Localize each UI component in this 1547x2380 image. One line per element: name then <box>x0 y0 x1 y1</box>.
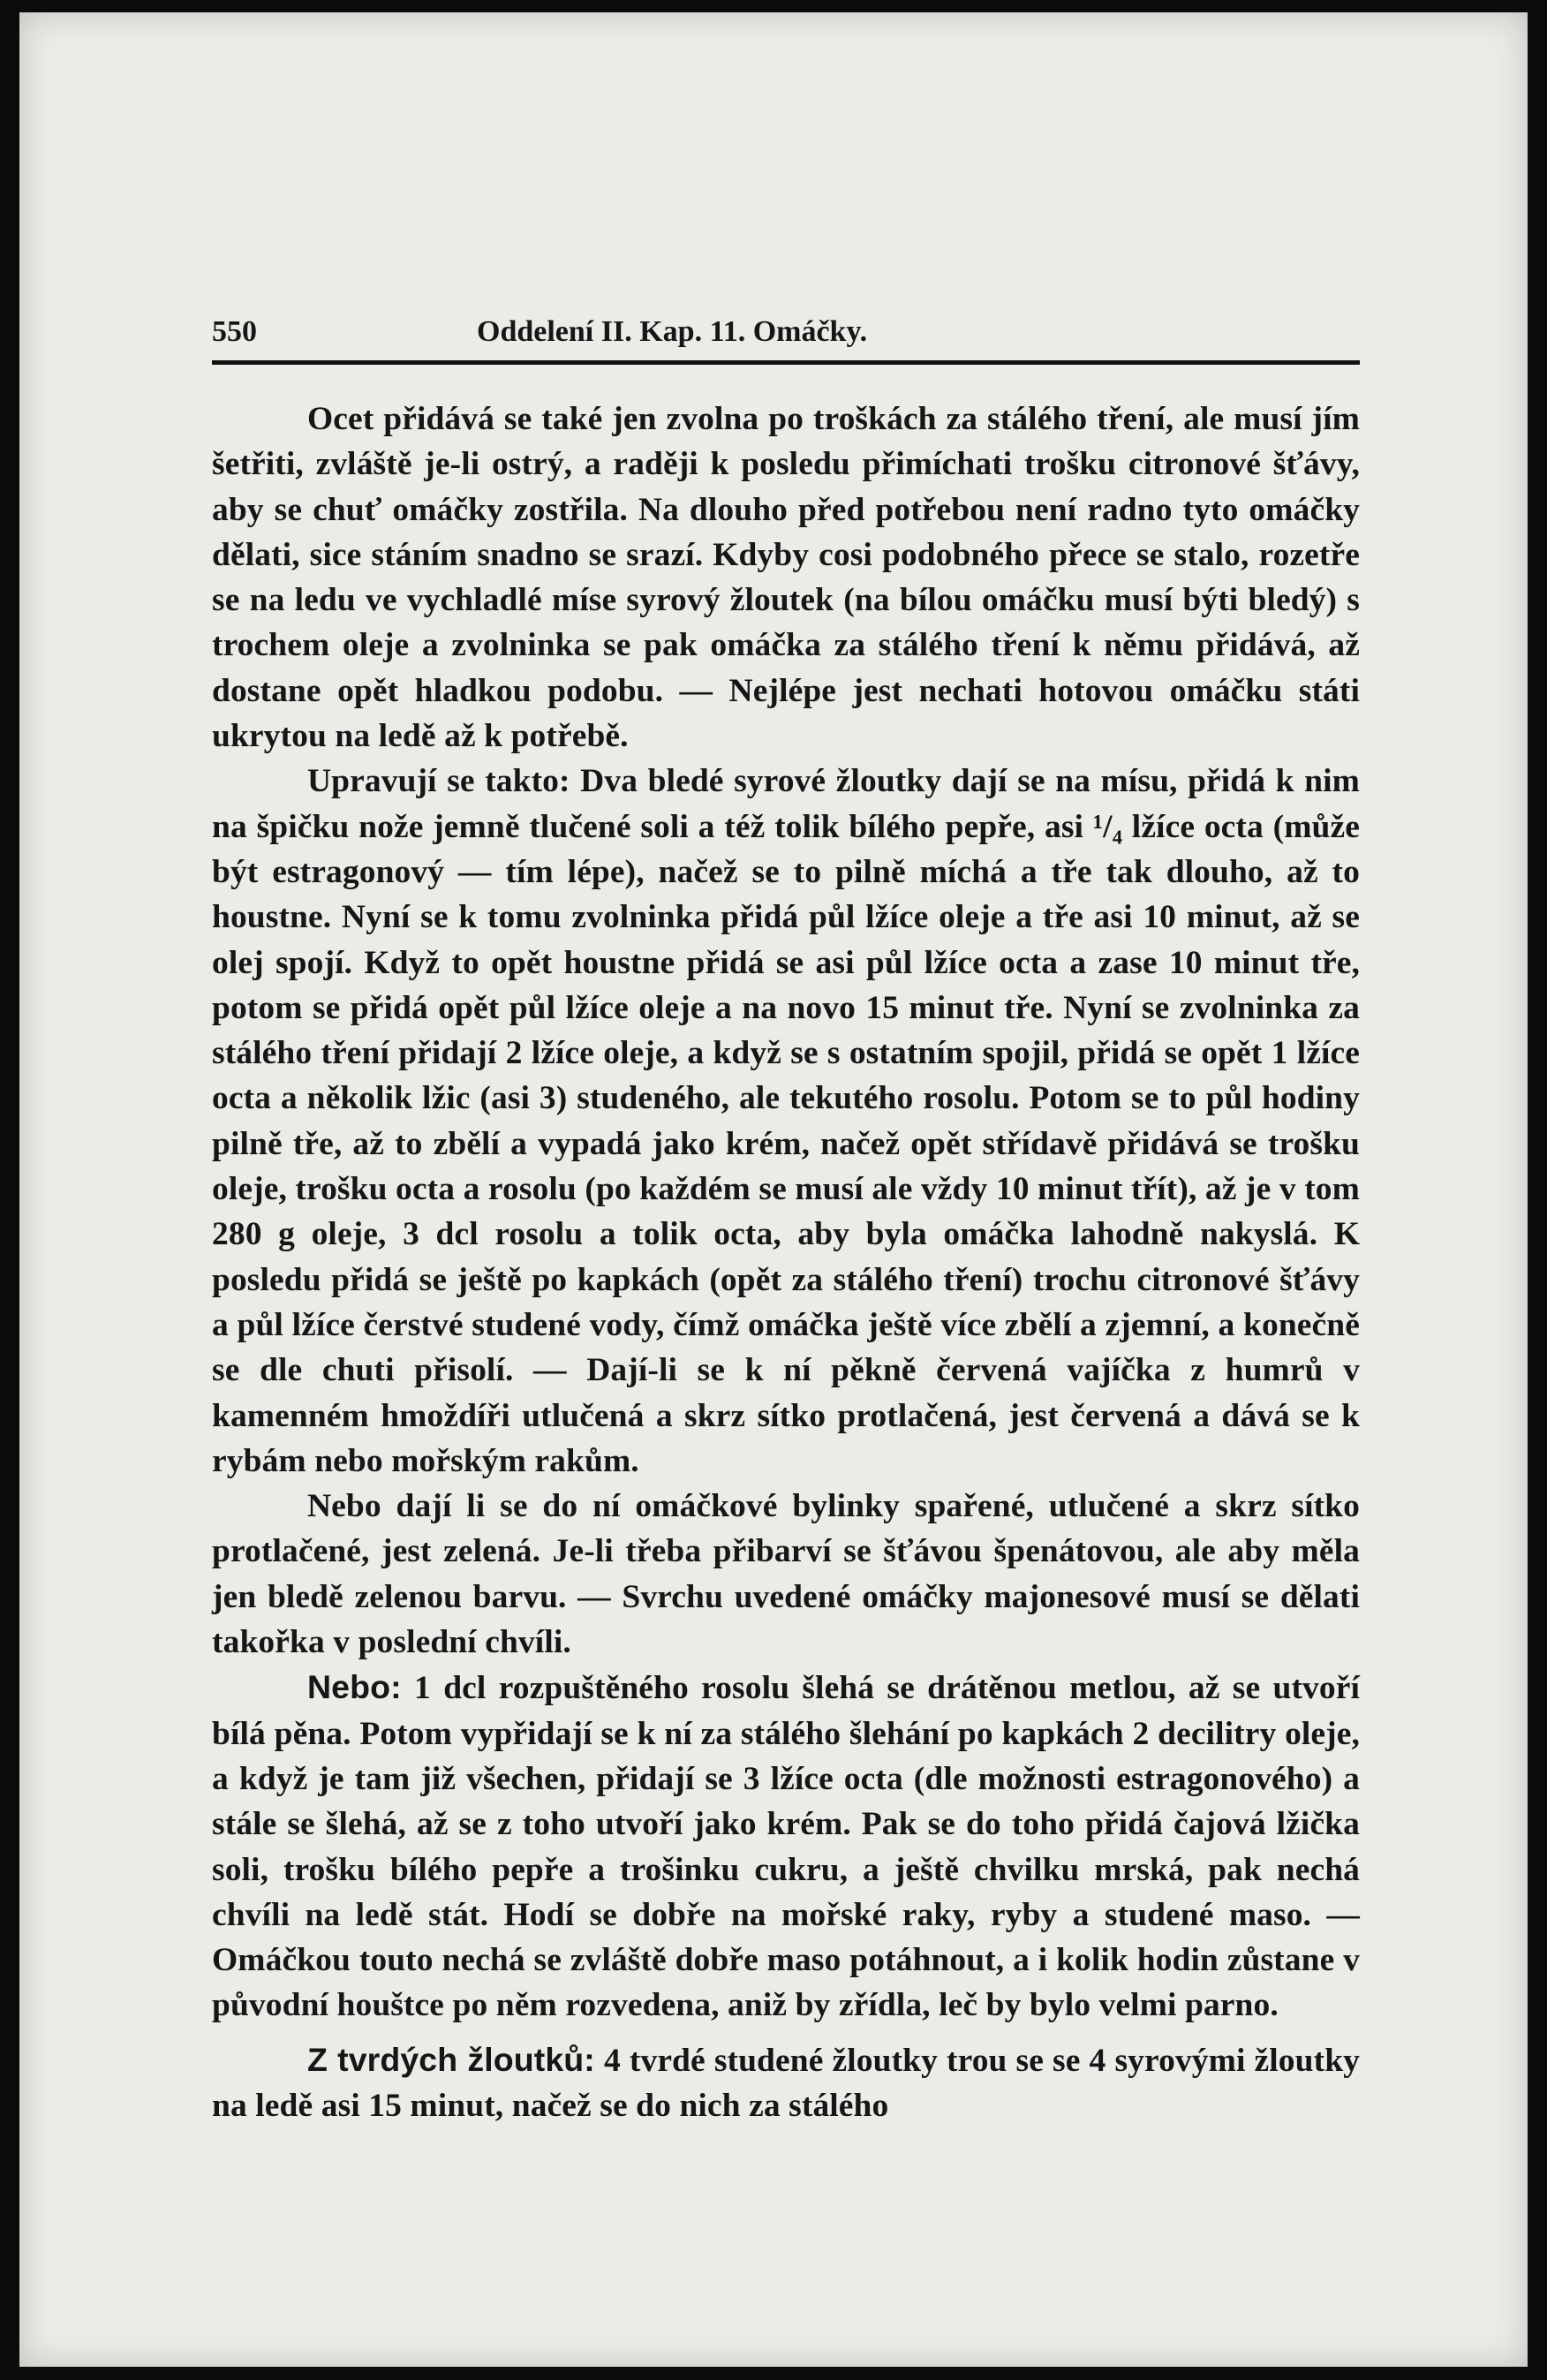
paragraph-text: 1 dcl rozpuštěného rosolu šlehá se drátěnou metlou, až se utvoří bílá pěna. Potom vypřidají se k ní za stálého šlehání po kapkách 2 decilitry oleje, a když je tam již všechen, přidají se 3 lžíce octa (dle možnosti estragonového) a stále se šlehá, až se z toho utvoří jako krém. Pak se do toho přidá čajová lžička soli, trošku bílého pepře a trošinku cukru, a ještě chvilku mrská, pak nechá chvíli na ledě stát. Hodí se dobře na mořské raky, ryby a studené maso. — Omáčkou touto nechá se zvláště dobře maso potáhnout, a i kolik hodin zůstane v původní houštce po něm rozvedena, aniž by zřídla, leč by bylo velmi parno. <box>212 1670 1360 2024</box>
paragraph-text: Upravují se takto: Dva bledé syrové žloutky dají se na mísu, přidá k nim na špičku nože jemně tlučené soli a též tolik bílého pepře, asi ¹/₄ lžíce octa (může být estragonový — tím lépe), načež se to pilně míchá a tře tak dlouho, až to houstne. Nyní se k tomu zvolninka přidá půl lžíce oleje a tře asi 10 minut, až se olej spojí. Když to opět houstne přidá se asi půl lžíce octa a zase 10 minut tře, potom se přidá opět půl lžíce oleje a na novo 15 minut tře. Nyní se zvolninka za stálého tření přidají 2 lžíce oleje, a když se s ostatním spojil, přidá se opět 1 lžíce octa a několik lžic (asi 3) studeného, ale tekutého rosolu. Potom se to půl hodiny pilně tře, až to zbělí a vypadá jako krém, načež opět střídavě přidává se trošku oleje, trošku octa a rosolu (po každém se musí ale vždy 10 minut třít), až je v tom 280 g oleje, 3 dcl rosolu a tolik octa, aby byla omáčka lahodně nakyslá. K posledu přidá se ještě po kapkách (opět za stálého tření) trochu citronové šťávy a půl lžíce čerstvé studené vody, čímž omáčka ještě více zbělí a zjemní, a konečně se dle chuti přisolí. — Dají-li se k ní pěkně červená vajíčka z humrů v kamenném hmoždíři utlučená a skrz sítko protlačená, jest červená a dává se k rybám nebo mořským rakům. <box>212 763 1360 1479</box>
page-number: 550 <box>212 315 257 348</box>
run-in-heading: Z tvrdých žloutků: <box>307 2040 595 2078</box>
paragraph-preparation <box>212 759 1360 1484</box>
scanned-page <box>19 12 1528 2367</box>
paragraph-hard-yolks <box>212 2037 1360 2129</box>
page-header <box>212 313 1360 360</box>
paragraph-text: Nebo dají li se do ní omáčkové bylinky spařené, utlučené a skrz sítko protlačené, jest zelená. Je-li třeba přibarví se šťávou špenátovou, ale aby měla jen bledě zelenou barvu. — Svrchu uvedené omáčky majonesové musí se dělati takořka v poslední chvíli. <box>212 1488 1360 1661</box>
running-head: Oddelení II. Kap. 11. Omáčky. <box>477 315 868 348</box>
paragraph-green-variant <box>212 1484 1360 1665</box>
paragraph-text: 4 tvrdé studené žloutky trou se se 4 syrovými žloutky na ledě asi 15 minut, načež se do nich za stálého <box>212 2042 1360 2124</box>
page-content <box>212 313 1360 2128</box>
paragraph-vinegar <box>212 397 1360 759</box>
header-rule <box>212 360 1360 365</box>
paragraph-alternative <box>212 1665 1360 2028</box>
run-in-heading: Nebo: <box>307 1668 402 1706</box>
paragraph-text: Ocet přidává se také jen zvolna po troškách za stálého tření, ale musí jím šetřiti, zvláště je-li ostrý, a raději k posledu přimíchati trošku citronové šťávy, aby se chuť omáčky zostřila. Na dlouho před potřebou není radno tyto omáčky dělati, sice stáním snadno se srazí. Kdyby cosi podobného přece se stalo, rozetře se na ledu ve vychladlé míse syrový žloutek (na bílou omáčku musí býti bledý) s trochem oleje a zvolninka se pak omáčka za stálého tření k němu přidává, až dostane opět hladkou podobu. — Nejlépe jest nechati hotovou omáčku státi ukrytou na ledě až k potřebě. <box>212 401 1360 755</box>
